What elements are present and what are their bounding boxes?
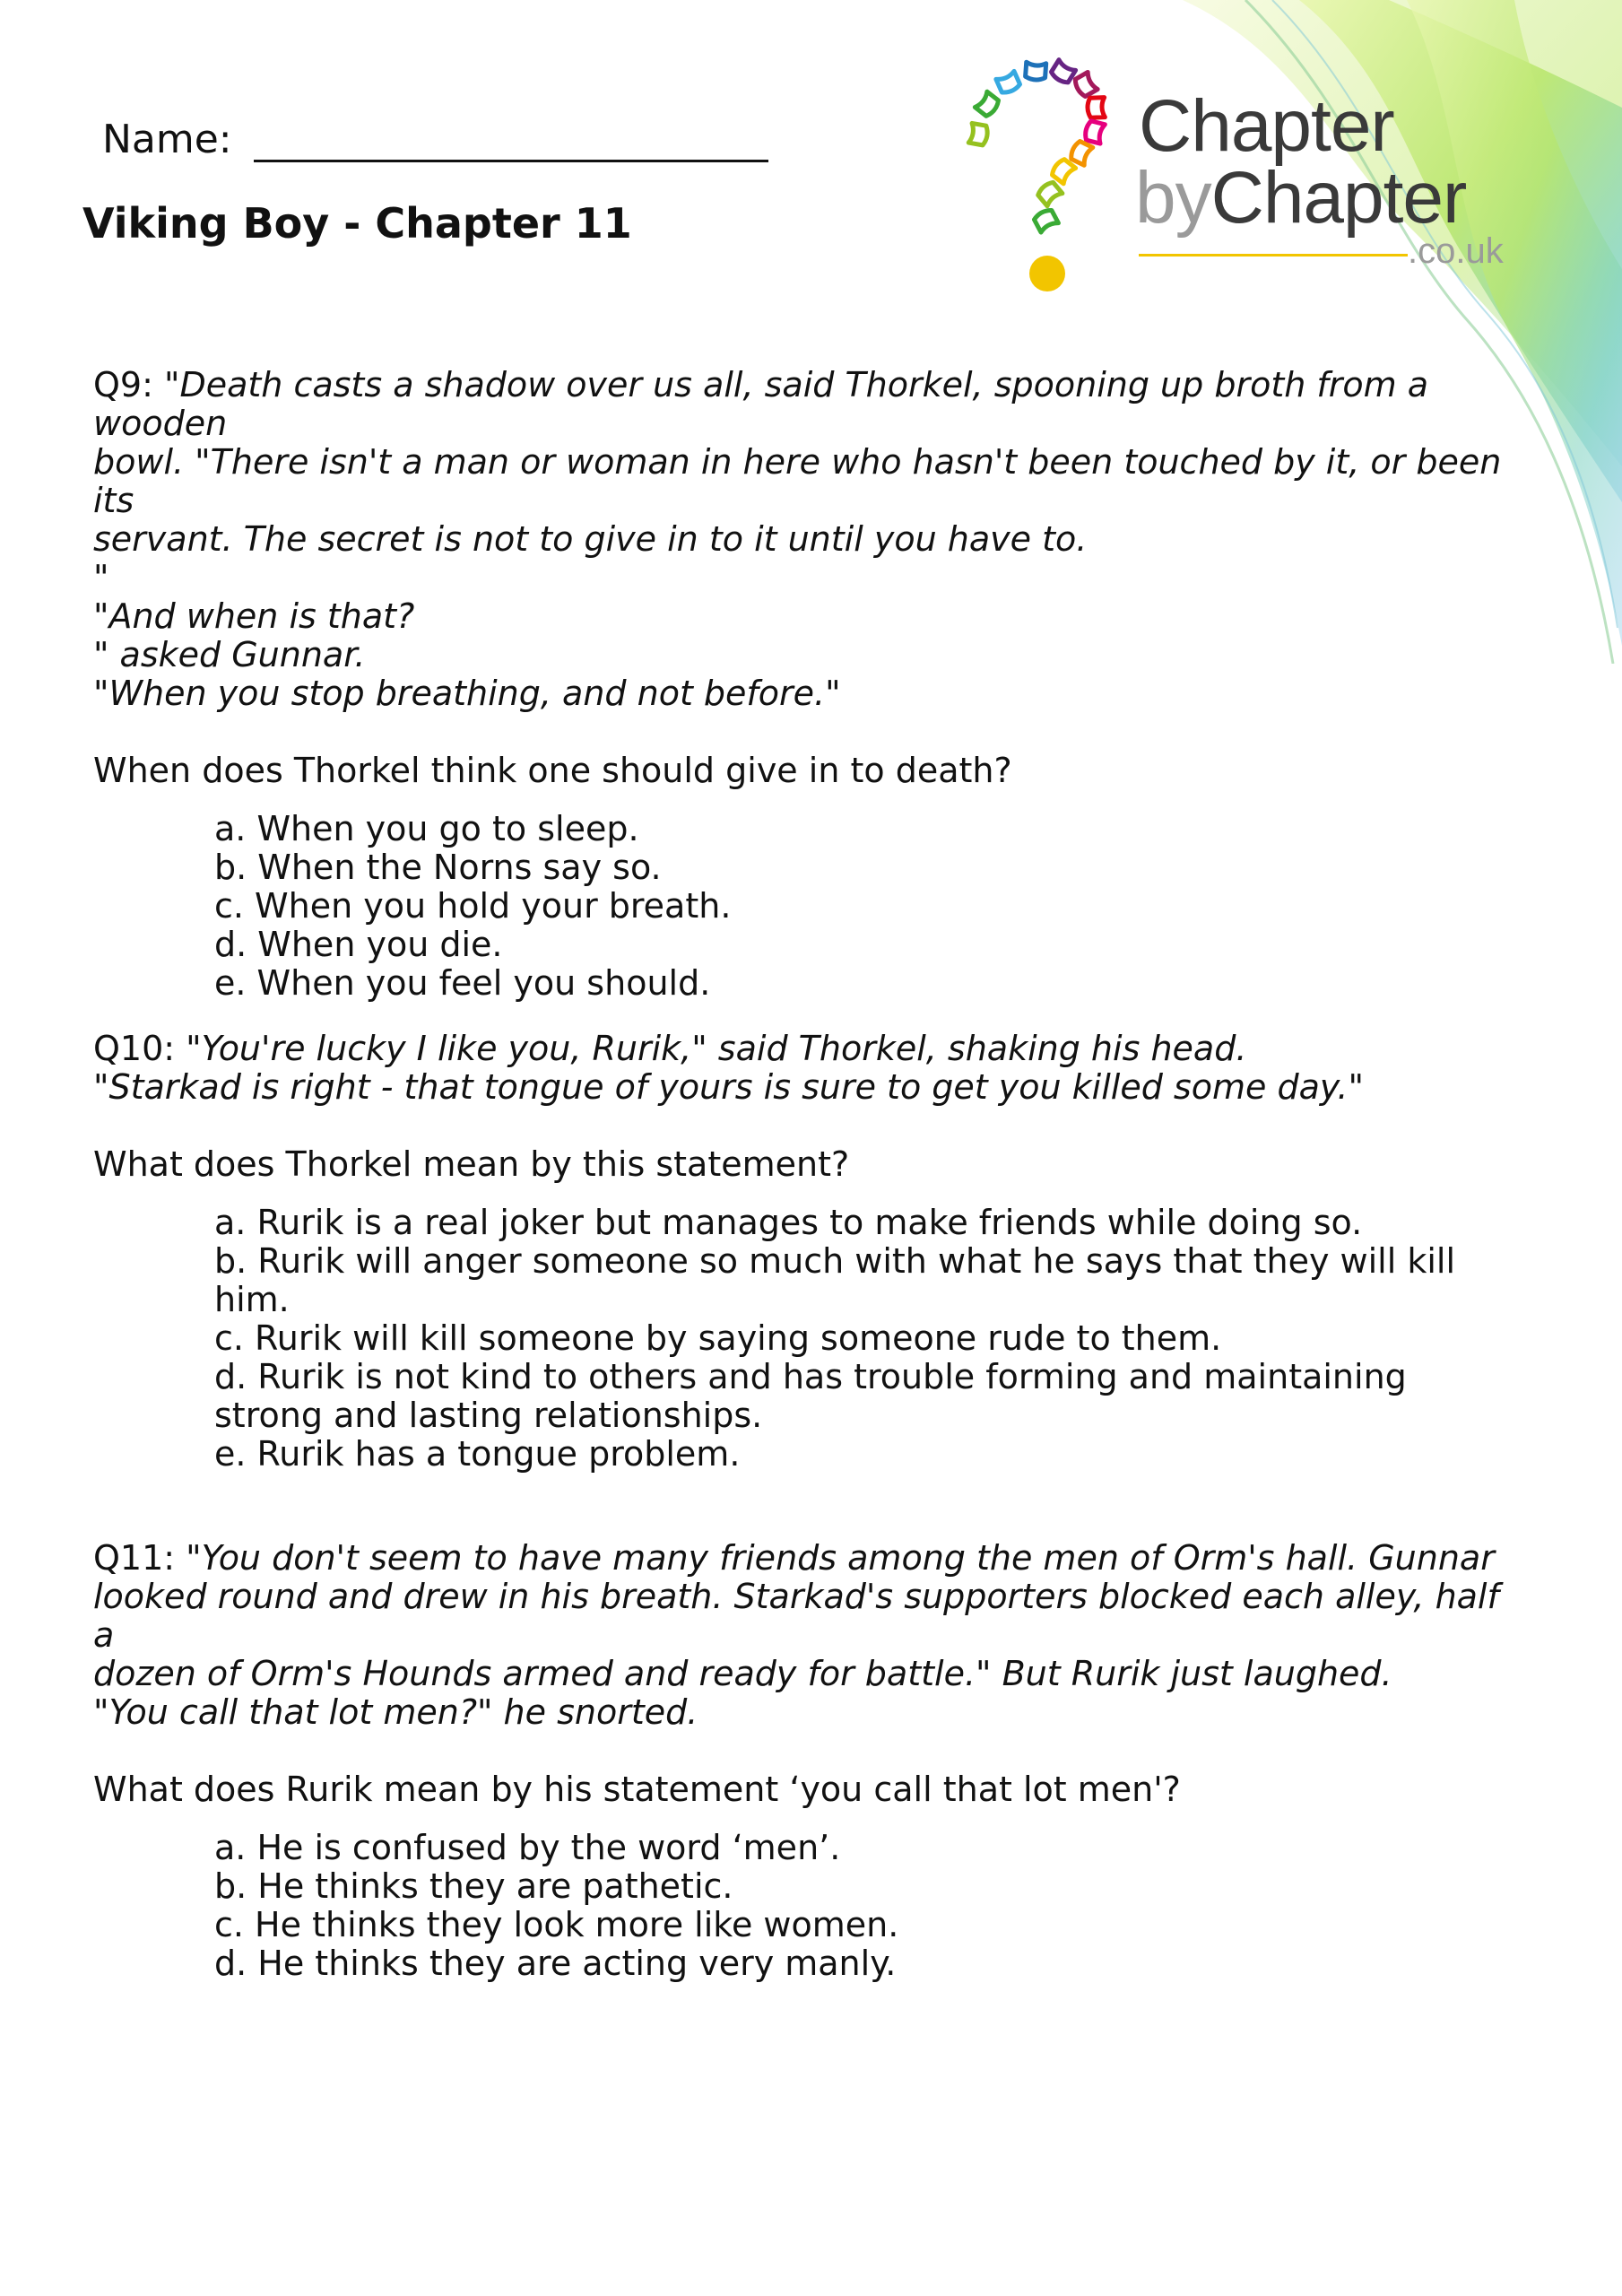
logo-domain: .co.uk — [1408, 231, 1504, 271]
book-icon — [975, 91, 1001, 117]
question-number: Q9: — [93, 365, 153, 404]
book-icon — [996, 71, 1021, 94]
logo-word-bychapter — [1135, 157, 1467, 239]
name-label: Name: — [102, 117, 232, 162]
book-icon — [1088, 98, 1106, 118]
question-prompt: What does Rurik mean by his statement ‘you call that lot men'? — [93, 1770, 1181, 1809]
name-blank-line[interactable] — [254, 115, 768, 162]
answer-option-d[interactable]: d. Rurik is not kind to others and has trouble forming and maintaining strong and lasting relationships. — [214, 1357, 1407, 1435]
book-icon — [1025, 62, 1045, 80]
book-icon — [968, 123, 989, 145]
answer-options — [93, 1204, 1528, 1474]
book-question-mark-icon — [959, 49, 1139, 309]
logo-word-chapter-2: Chapter — [1210, 157, 1467, 239]
question-quote: "Death casts a shadow over us all, said Thorkel, spooning up broth from a wooden bowl. "There isn't a man or woman in here who hasn't been touched by it, or been its servant. The secret is not to give in to it until you have to. " "And when is that? " asked Gunnar. "When you stop breathing, and not before." — [93, 365, 1502, 713]
question-11 — [93, 1539, 1528, 1983]
question-dot-icon — [1029, 256, 1065, 291]
answer-options — [93, 810, 1528, 1003]
answer-option-a[interactable]: a. He is confused by the word ‘men’. — [214, 1828, 841, 1867]
logo-underline — [1139, 254, 1408, 257]
page-title: Viking Boy - Chapter 11 — [82, 199, 632, 248]
answer-option-d[interactable]: d. When you die. — [214, 925, 503, 964]
chapter-by-chapter-logo — [959, 49, 1533, 318]
answer-option-b[interactable]: b. Rurik will anger someone so much with what he says that they will kill him. — [214, 1241, 1456, 1319]
book-icon — [1073, 72, 1097, 98]
book-icon — [1050, 60, 1076, 85]
answer-options — [93, 1829, 1528, 1983]
answer-option-e[interactable]: e. Rurik has a tongue problem. — [214, 1434, 741, 1474]
answer-option-b[interactable]: b. He thinks they are pathetic. — [214, 1866, 733, 1906]
answer-option-e[interactable]: e. When you feel you should. — [214, 963, 711, 1003]
answer-option-c[interactable]: c. Rurik will kill someone by saying someone rude to them. — [214, 1318, 1222, 1358]
answer-option-c[interactable]: c. When you hold your breath. — [214, 886, 732, 926]
question-prompt: When does Thorkel think one should give in to death? — [93, 751, 1012, 790]
question-number: Q10: — [93, 1029, 176, 1068]
question-prompt: What does Thorkel mean by this statement? — [93, 1144, 850, 1184]
question-quote: "You're lucky I like you, Rurik," said Thorkel, shaking his head. "Starkad is right - that tongue of yours is sure to get you killed some day." — [93, 1029, 1364, 1107]
question-10 — [93, 1030, 1528, 1474]
question-quote: "You don't seem to have many friends among the men of Orm's hall. Gunnar looked round and drew in his breath. Starkad's supporters blocked each alley, half a dozen of Orm's Hounds armed and ready for battle." But Rurik just laughed. "You call that lot men?" he snorted. — [93, 1538, 1499, 1732]
book-icon — [1084, 120, 1106, 144]
book-icon — [1033, 208, 1058, 232]
answer-option-c[interactable]: c. He thinks they look more like women. — [214, 1905, 899, 1944]
answer-option-b[interactable]: b. When the Norns say so. — [214, 848, 662, 887]
book-icon — [1069, 140, 1093, 165]
answer-option-d[interactable]: d. He thinks they are acting very manly. — [214, 1944, 897, 1983]
answer-option-a[interactable]: a. Rurik is a real joker but manages to make friends while doing so. — [214, 1203, 1363, 1242]
logo-word-chapter: Chapter — [1139, 85, 1394, 167]
logo-word-by: by — [1135, 157, 1211, 239]
question-number: Q11: — [93, 1538, 176, 1578]
book-icon — [1037, 180, 1063, 206]
question-9 — [93, 366, 1528, 1003]
answer-option-a[interactable]: a. When you go to sleep. — [214, 809, 639, 848]
name-field-row — [102, 115, 768, 162]
